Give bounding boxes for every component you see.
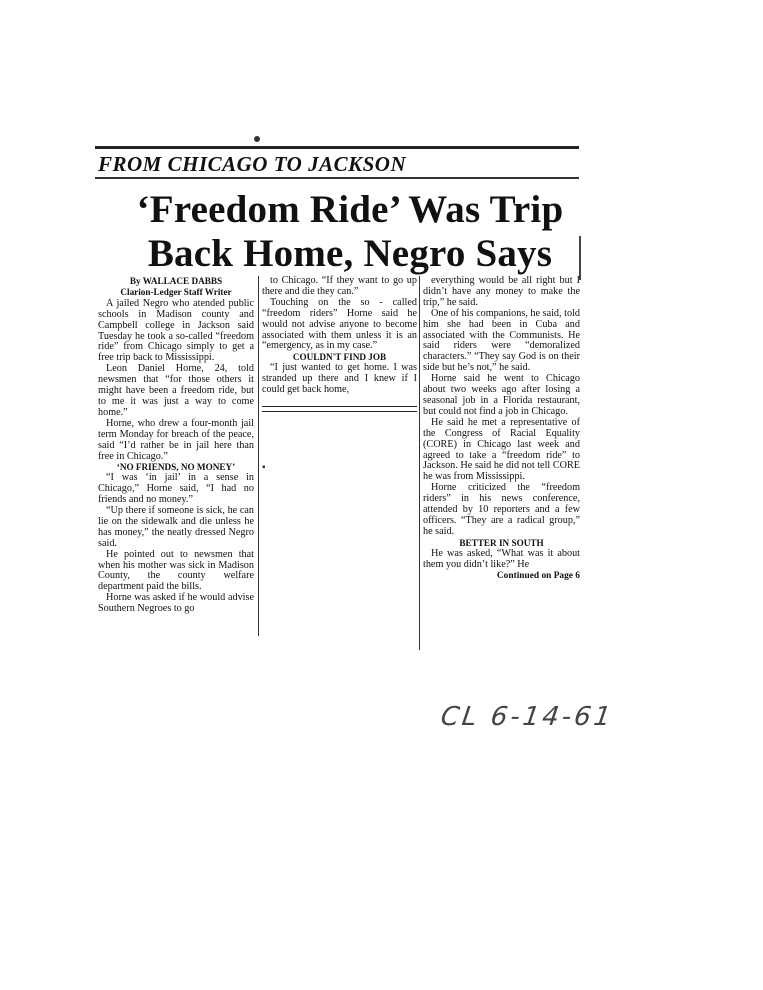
paragraph: He pointed out to newsmen that when his mother was sick in Madison County, the county welfare department paid the bills. (98, 548, 254, 593)
headline-edge-rule (579, 236, 581, 280)
subhead: ‘NO FRIENDS, NO MONEY’ (116, 462, 236, 473)
paragraph: Horne said he went to Chicago about two weeks ago after losing a seasonal job in a Florida restaurant, but could not find a job in Chicago. (423, 373, 580, 417)
article-column-2 (262, 276, 417, 412)
paragraph: Horne, who drew a four-month jail term Monday for breach of the peace, said “I’d rather be in jail here than free in Chicago.” (98, 417, 254, 462)
paragraph: Touching on the so - called “freedom riders” Horne said he would not advise anyone to become associated with them unless it is an “emergency, as in my case.” (262, 296, 417, 352)
stray-mark: ▪ (262, 462, 266, 473)
paragraph: “I was ‘in jail’ in a sense in Chicago,” Horne said, “I had no friends and no money.” (98, 472, 254, 506)
column-divider (258, 276, 259, 636)
clipping-mark (254, 136, 260, 142)
paragraph: everything would be all right but I didn’t have any money to make the trip,” he said. (423, 275, 580, 308)
column-end-rule (262, 406, 417, 412)
top-rule (95, 146, 579, 149)
paragraph: One of his companions, he said, told him she had been in Cuba and associated with the Communists. He said riders were “demoralized characters.” “They say God is on their side but he’s not,” he said. (423, 307, 580, 374)
column-divider (419, 276, 420, 650)
subhead: BETTER IN SOUTH (459, 537, 544, 548)
paragraph: to Chicago. “If they want to go up there and die they can.” (262, 275, 417, 297)
byline: By WALLACE DABBS (129, 276, 223, 286)
kicker-rule (95, 177, 579, 179)
byline-credit: Clarion-Ledger Staff Writer (120, 286, 232, 297)
paragraph: He was asked, “What was it about them you didn’t like?” He (423, 547, 580, 570)
continued-line: Continued on Page 6 (496, 571, 580, 582)
article-column-3 (423, 276, 580, 582)
article-column-1 (98, 276, 254, 615)
subhead: COULDN'T FIND JOB (292, 352, 387, 363)
paragraph: “Up there if someone is sick, he can lie on the sidewalk and die unless he has money,” the neatly dressed Negro said. (98, 505, 254, 549)
paragraph: Leon Daniel Horne, 24, told newsmen that “for those others it might have been a freedom ride, but to me it was just a way to come home.” (98, 363, 254, 418)
kicker-heading: FROM CHICAGO TO JACKSON (98, 152, 407, 176)
headline-line-2: Back Home, Negro Says (147, 232, 553, 275)
paragraph: A jailed Negro who atended public schools in Madison county and Campbell college in Jackson said Tuesday he took a so-called “freedom ride” from Chicago simply to get a free trip back to Mississippi. (98, 297, 254, 364)
paragraph: He said he met a representative of the Congress of Racial Equality (CORE) in Chicago last week and agreed to take a “freedom ride” to Jackson. He said he did not tell CORE he was from Mississippi. (423, 416, 580, 483)
paragraph: “I just wanted to get home. I was stranded up there and I knew if I could get back home, (262, 362, 417, 396)
headline-line-1: ‘Freedom Ride’ Was Trip (136, 188, 564, 231)
paragraph: Horne was asked if he would advise Southern Negroes to go (98, 592, 254, 615)
handwritten-date-note: CL 6-14-61 (438, 702, 616, 732)
paragraph: Horne criticized the “freedom riders” in his news conference, attended by 10 reporters and a few officers. “They are a radical group,” he said. (423, 482, 580, 537)
